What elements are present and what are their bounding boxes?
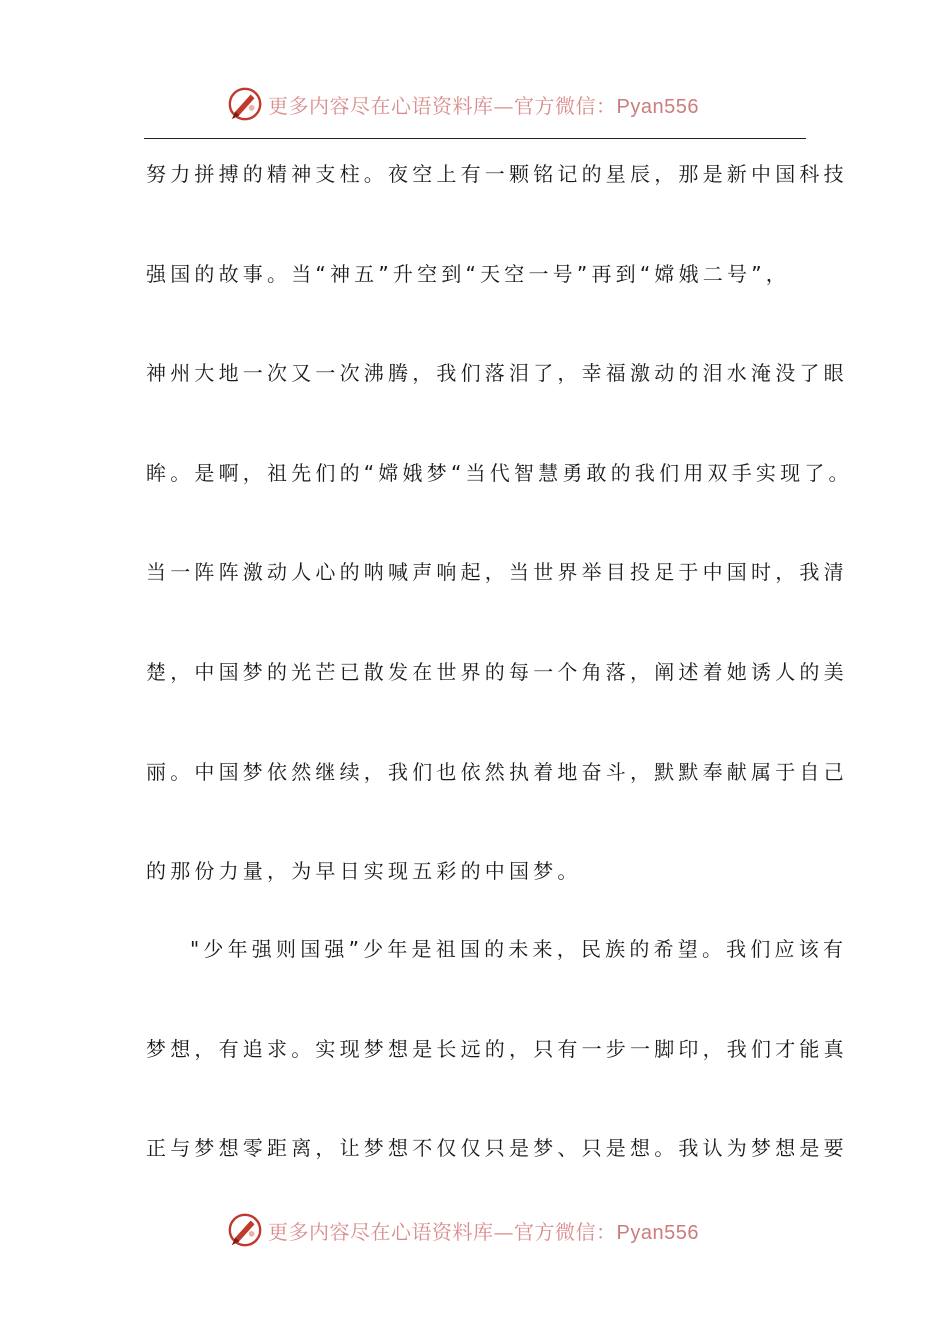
pen-logo-icon xyxy=(226,1211,264,1249)
watermark-text: 更多内容尽在心语资料库—官方微信：Pyan556 xyxy=(268,1219,699,1244)
text-line: 当一阵阵激动人心的呐喊声响起，当世界举目投足于中国时，我清 xyxy=(146,560,848,584)
footer-watermark xyxy=(226,1210,699,1250)
text-line: 神州大地一次又一次沸腾，我们落泪了，幸福激动的泪水淹没了眼 xyxy=(146,361,848,385)
header-divider xyxy=(144,138,806,139)
text-line: 的那份力量，为早日实现五彩的中国梦。 xyxy=(146,859,582,883)
watermark-text: 更多内容尽在心语资料库—官方微信：Pyan556 xyxy=(268,93,699,118)
text-line: 正与梦想零距离，让梦想不仅仅只是梦、只是想。我认为梦想是要 xyxy=(146,1136,848,1160)
paragraph-first-line: "少年强则国强”少年是祖国的未来，民族的希望。我们应该有 xyxy=(190,937,848,961)
text-line: 楚，中国梦的光芒已散发在世界的每一个角落，阐述着她诱人的美 xyxy=(146,660,848,684)
text-line: 丽。中国梦依然继续，我们也依然执着地奋斗，默默奉献属于自己 xyxy=(146,760,848,784)
header-watermark xyxy=(226,84,699,124)
pen-logo-icon xyxy=(226,85,264,123)
text-line: 强国的故事。当“神五”升空到“天空一号”再到“嫦娥二号”， xyxy=(146,262,790,286)
text-line: 努力拼搏的精神支柱。夜空上有一颗铭记的星辰，那是新中国科技 xyxy=(146,162,848,186)
text-line: 梦想，有追求。实现梦想是长远的，只有一步一脚印，我们才能真 xyxy=(146,1037,848,1061)
text-line: 眸。是啊，祖先们的“嫦娥梦“当代智慧勇敢的我们用双手实现了。 xyxy=(146,461,853,485)
